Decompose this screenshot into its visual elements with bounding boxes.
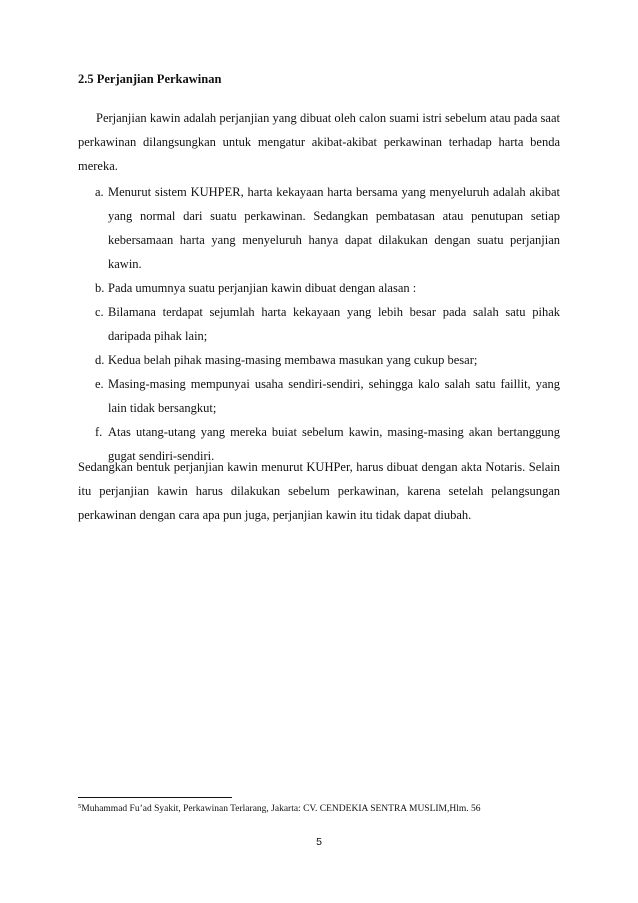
- list-marker: c.: [95, 305, 104, 319]
- list-item-text: Pada umumnya suatu perjanjian kawin dibuat dengan alasan :: [108, 281, 417, 295]
- closing-paragraph: Sedangkan bentuk perjanjian kawin menurut KUHPer, harus dibuat dengan akta Notaris. Selain itu perjanjian kawin harus dilakukan sebelum perkawinan, karena setelah pelangsungan perkawinan dengan cara apa pun juga, perjanjian kawin itu tidak dapat diubah.: [78, 460, 560, 522]
- intro-paragraph: Perjanjian kawin adalah perjanjian yang dibuat oleh calon suami istri sebelum atau pada saat perkawinan dilangsungkan untuk mengatur akibat-akibat perkawinan terhadap harta benda mereka.: [78, 111, 560, 173]
- list-item: [78, 348, 560, 372]
- list-marker: a.: [95, 185, 104, 199]
- list-marker: e.: [95, 377, 104, 391]
- section-heading: 2.5 Perjanjian Perkawinan: [78, 72, 222, 86]
- list-item: [78, 276, 560, 300]
- list-item-text: Atas utang-utang yang mereka buiat sebelum kawin, masing-masing akan bertanggung gugat sendiri-sendiri.: [108, 425, 560, 463]
- list-item-text: Kedua belah pihak masing-masing membawa masukan yang cukup besar;: [108, 353, 478, 367]
- list-item-text: Bilamana terdapat sejumlah harta kekayaan yang lebih besar pada salah satu pihak daripada pihak lain;: [108, 305, 560, 343]
- list-item: [78, 300, 560, 348]
- page-number: 5: [316, 836, 322, 848]
- footnote-divider: [78, 797, 232, 798]
- list-marker: d.: [95, 353, 105, 367]
- footnote: [78, 803, 481, 815]
- footnote-number: 5: [78, 803, 82, 810]
- list-item: [78, 372, 560, 420]
- list-marker: b.: [95, 281, 105, 295]
- list-item: [78, 180, 560, 276]
- list-marker: f.: [95, 425, 103, 439]
- list-item-text: Menurut sistem KUHPER, harta kekayaan harta bersama yang menyeluruh adalah akibat yang normal dari suatu perkawinan. Sedangkan pembatasan atau penutupan setiap kebersamaan harta yang menyeluruh hanya dapat dilakukan dengan suatu perjanjian kawin.: [108, 185, 560, 271]
- list-item-text: Masing-masing mempunyai usaha sendiri-sendiri, sehingga kalo salah satu faillit, yang lain tidak bersangkut;: [108, 377, 560, 415]
- footnote-text: Muhammad Fu’ad Syakit, Perkawinan Terlarang, Jakarta: CV. CENDEKIA SENTRA MUSLIM,Hlm. 56: [81, 804, 481, 814]
- reasons-list: [78, 180, 560, 468]
